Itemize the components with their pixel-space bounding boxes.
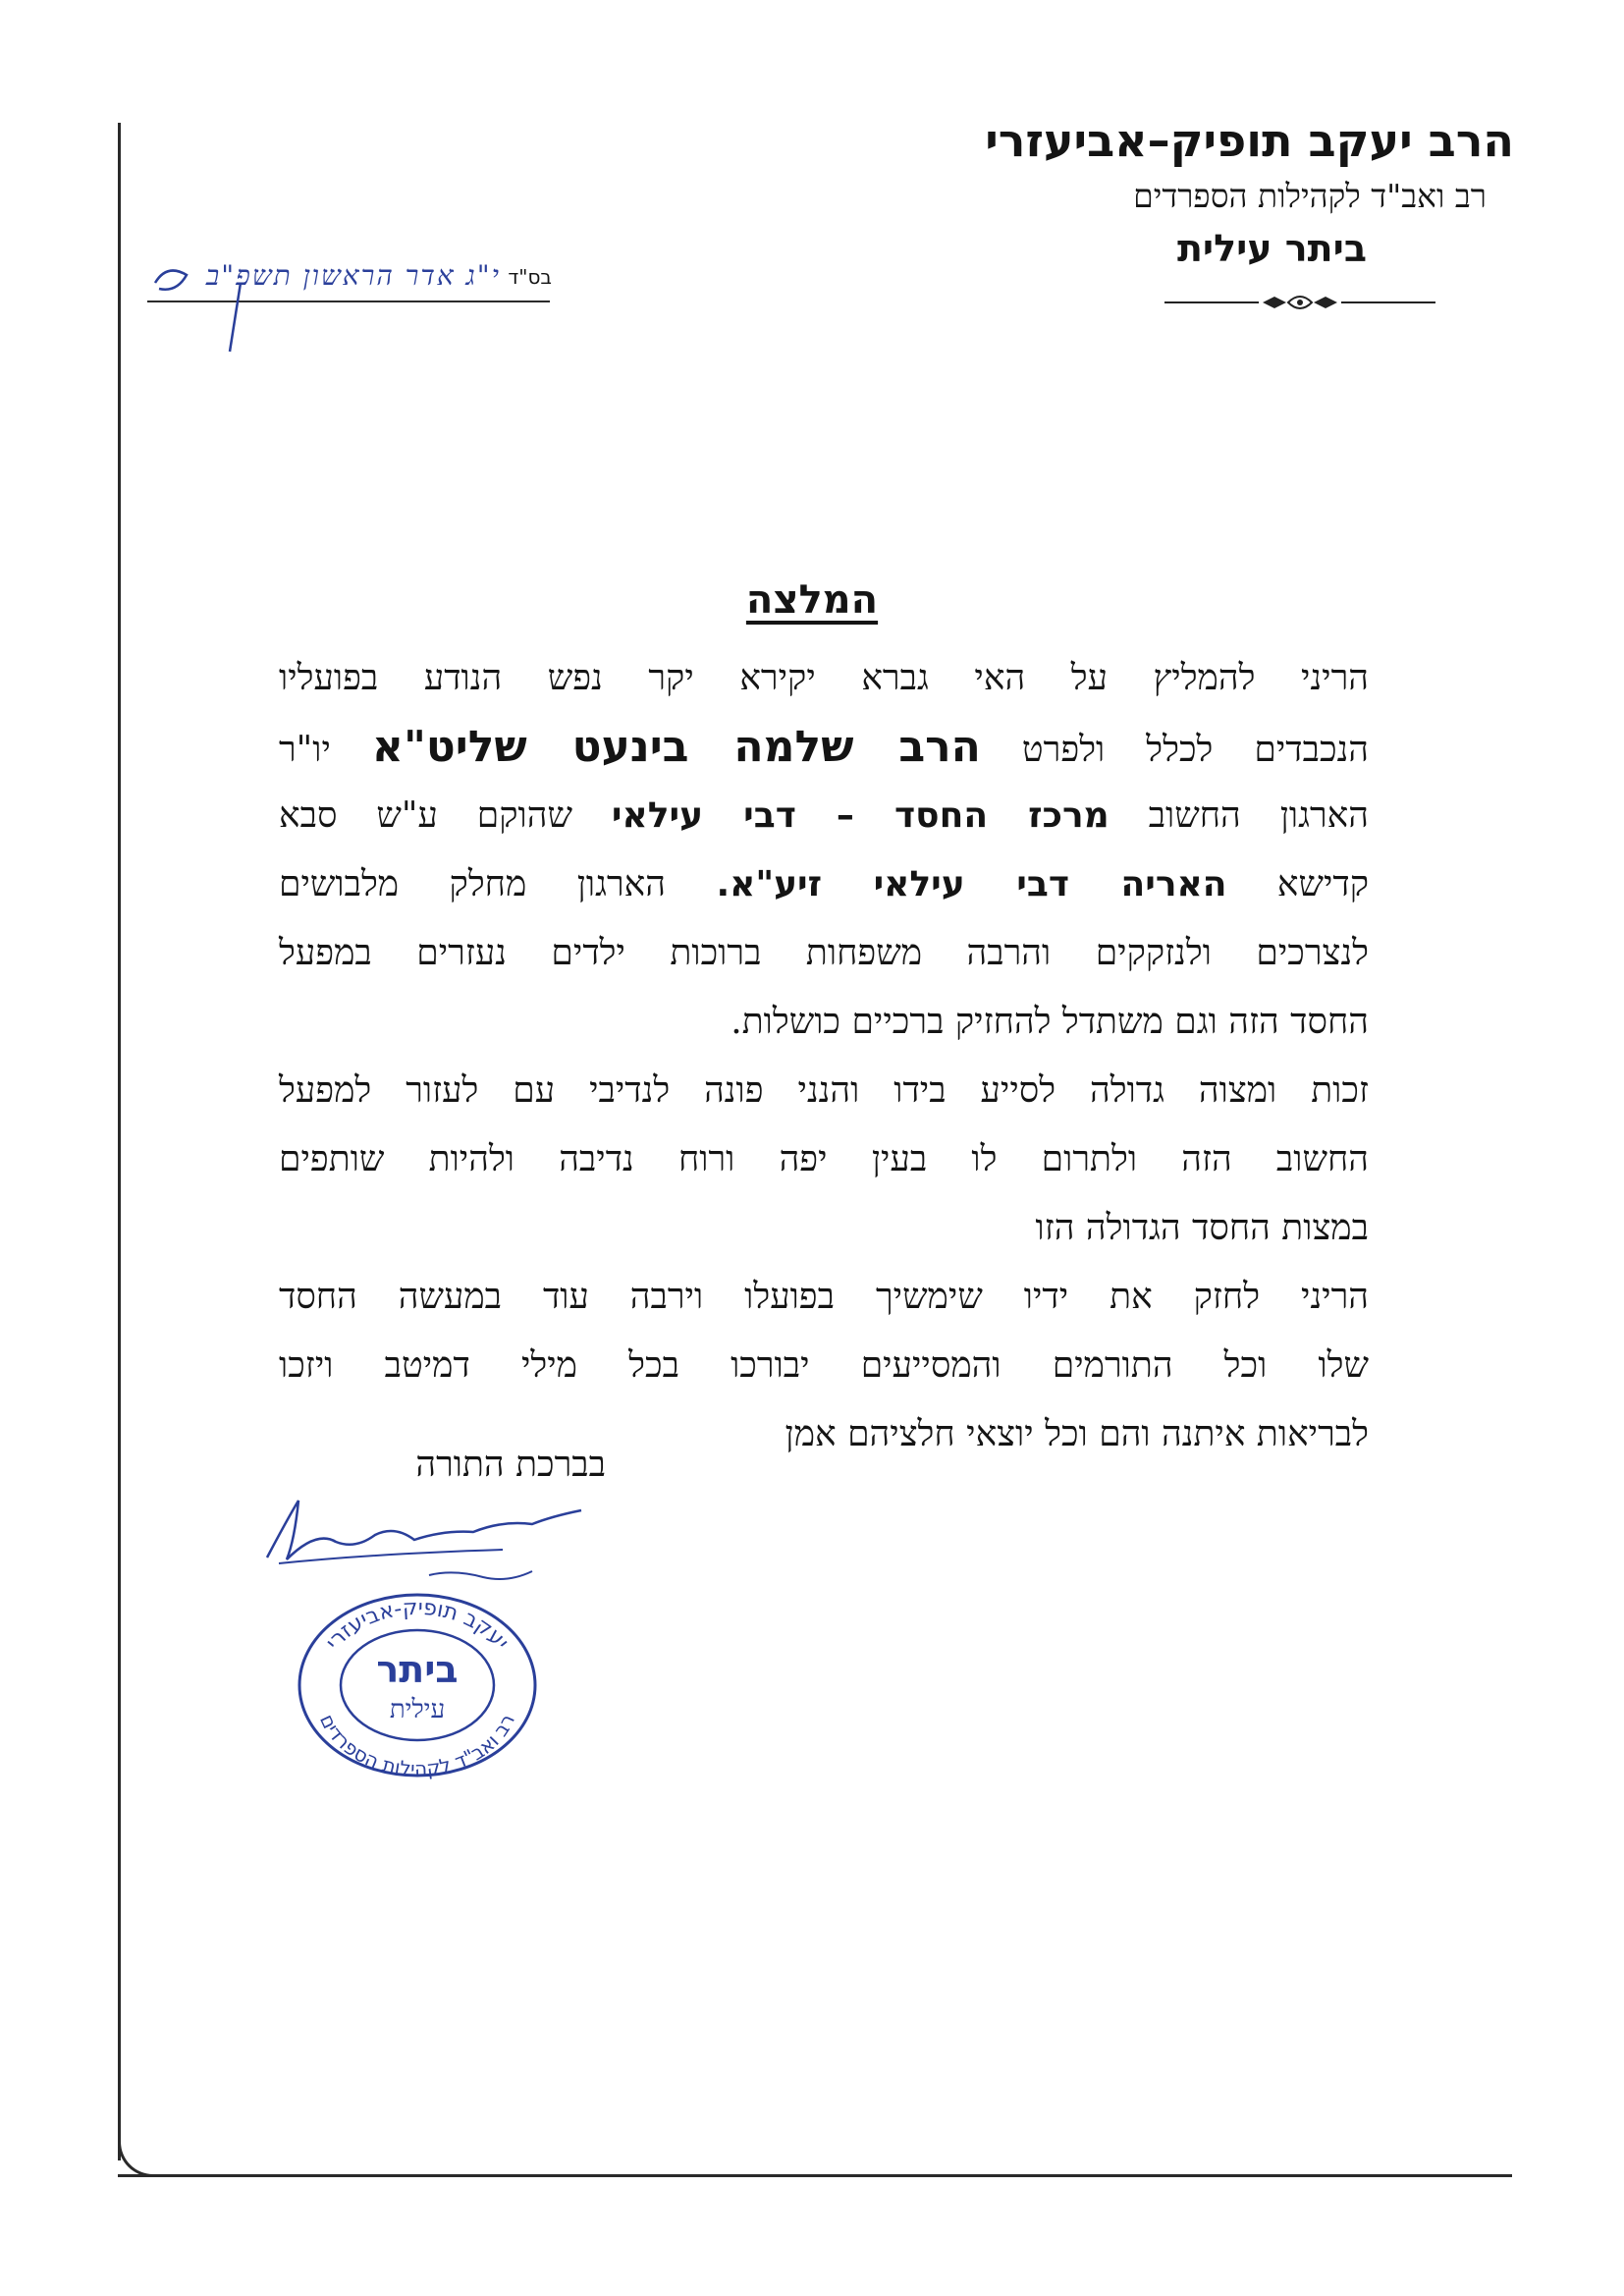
body-line-12: לבריאות איתנה והם וכל יוצאי חלציהם אמן: [785, 1414, 1369, 1454]
body-text: הנכבדים לכלל ולפרט: [1021, 730, 1369, 770]
letter-body: [279, 644, 1369, 1469]
body-line-8: החשוב הזה ולתרום לו בעין יפה ורוח נדיבה ולהיות שותפים: [279, 1139, 1369, 1179]
body-line-6: החסד הזה וגם משתדל להחזיק ברכיים כושלות.: [731, 1002, 1369, 1042]
letterhead-city: ביתר עילית: [1176, 227, 1367, 270]
body-line-1: הריני להמליץ על האי גברא יקירא יקר נפש הנודע בפועליו: [279, 658, 1369, 698]
date-line: [147, 253, 560, 361]
stamp-city: ביתר: [376, 1648, 459, 1691]
letterhead: [925, 110, 1514, 275]
body-line-5: לנצרכים ולנזקקים והרבה משפחות ברוכות ילדים נעזרים במפעל: [279, 933, 1369, 973]
body-text: הארגון מחלק מלבושים: [279, 864, 666, 904]
closing-blessing: בברכת התורה: [415, 1445, 606, 1485]
body-text: יו"ר: [279, 730, 331, 770]
ornament-divider-icon: [1164, 291, 1435, 314]
body-bold-org: מרכז החסד – דבי עילאי: [611, 795, 1110, 836]
body-line-7: זכות ומצוה גדולה לסייע בידו והנני פונה לנדיבי עם לעזור למפעל: [279, 1070, 1369, 1111]
stamp-sub: עילית: [389, 1695, 446, 1724]
body-line-3: [279, 782, 1369, 850]
letter-title: המלצה: [745, 577, 879, 623]
body-line-2: [279, 713, 1369, 782]
body-bold-name: הרב שלמה בינעט שליט"א: [371, 722, 981, 772]
body-text: הארגון החשוב: [1148, 795, 1369, 836]
frame-corner: [118, 2141, 157, 2177]
frame-bottom-line: [118, 2174, 1512, 2177]
body-line-11: שלו וכל התורמים והמסייעים יבורכו בכל מילי דמיטב ויזכו: [279, 1345, 1369, 1386]
body-text: קדישא: [1276, 864, 1370, 904]
date-flourish-icon: [147, 253, 560, 361]
body-text: שהוקם ע"ש סבא: [279, 795, 572, 836]
body-line-10: הריני לחזק את ידיו שימשיך בפועלו וירבה עוד במעשה החסד: [279, 1277, 1369, 1317]
stamp-ring-bottom: רב ואב"ד לקהילות הספרדים: [315, 1710, 519, 1781]
stamp-center: [295, 1589, 540, 1781]
letterhead-role: רב ואב"ד לקהילות הספרדים: [1133, 177, 1487, 215]
signature-icon: [257, 1481, 591, 1599]
handwritten-date: י"ג אדר הראשון תשפ"ב: [205, 259, 501, 292]
frame-left-line: [118, 123, 121, 2160]
body-bold-title: האריה דבי עילאי זיע"א.: [716, 864, 1227, 904]
body-line-9: במצות החסד הגדולה הזו: [1035, 1208, 1369, 1248]
body-line-4: [279, 850, 1369, 919]
stamp-ring-top: יעקב תופיק-אביעזרי: [321, 1595, 514, 1655]
bsd-mark: בס"ד: [508, 265, 552, 289]
letterhead-name: הרב יעקב תופיק–אביעזרי: [985, 114, 1514, 167]
